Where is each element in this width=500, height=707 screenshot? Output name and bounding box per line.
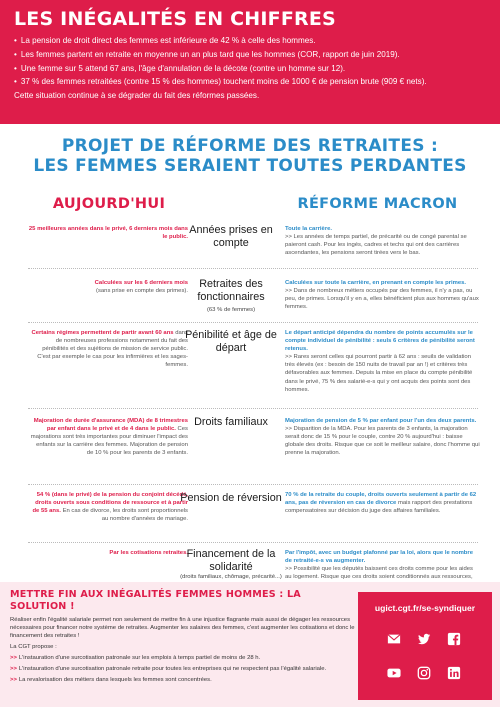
reform-cell [285,225,480,257]
reform-cell [285,279,480,311]
column-header-today: AUJOURD'HUI [52,196,166,212]
today-highlight: Majoration de durée d'assurance (MDA) de 8 trimestres par enfant dans le privé et de 4 dans le public. [33,418,188,433]
topic-cell [176,224,286,252]
today-cell [28,329,188,369]
topic-label: Financement de la solidarité [186,548,276,573]
today-cell [28,549,188,557]
row-divider [28,484,478,485]
instagram-icon[interactable] [416,666,432,680]
social-links [386,632,464,696]
topic-label: Pension de réversion [180,492,282,504]
topic-label: Pénibilité et âge de départ [185,329,277,354]
stats-footer: Cette situation continue à se dégrader du fait des réformes passées. [14,91,260,101]
reform-highlight: Calculées sur toute la carrière, en prenant en compte les primes. [285,280,467,286]
today-highlight: Par les cotisations retraites. [109,550,188,556]
arrow-icon: >> [10,654,17,661]
today-cell [28,491,188,523]
topic-cell [176,548,286,581]
solution-title: METTRE FIN AUX INÉGALITÉS FEMMES HOMMES : LA SOLUTION ! [10,589,301,612]
arrow-icon: >> [10,676,17,683]
topic-label: Retraites des fonctionnaires [197,278,265,303]
page-title-line-2: LES FEMMES SERAIENT TOUTES PERDANTES [33,156,467,176]
solution-intro: Réaliser enfin l'égalité salariale permet non seulement de mettre fin à une injustice flagrante mais aussi de dégager les ressources nécessaires pour financer notre système de retraites. Augmenter les salaires des femmes, c'est augmenter les cotisations et donc le financement des retraites ! [10,617,355,640]
reform-text: mais rapport des prestations compensatoires sur décision du juge des affaires familiales. [285,500,473,515]
mail-icon[interactable] [386,632,402,646]
solution-item-text: L'instauration d'une surcotisation patronale retraite pour toutes les entreprises qui ne respectent pas l'égalité salariale. [18,665,327,672]
page-title [0,136,500,176]
row-divider [28,268,478,269]
twitter-icon[interactable] [416,632,432,646]
reform-text: >> Disparition de la MDA. Pour les parents de 3 enfants, la majoration serait donc de 15 % pour le couple, contre 20 % aujourd'hui : baisse globale des droits. Risque que ce soit le meilleur salaire, donc l'homme qui prenne la majoration. [285,426,480,457]
solution-text [10,589,360,686]
row-divider [28,408,478,409]
reform-cell [285,417,480,457]
reform-cell [285,491,480,515]
youtube-icon[interactable] [386,666,402,680]
topic-label: Années prises en compte [189,224,273,249]
topic-sublabel: (droits familiaux, chômage, précarité...) [180,574,282,580]
solution-item [10,653,360,664]
join-link[interactable]: ugict.cgt.fr/se-syndiquer [374,603,476,613]
reform-cell [285,329,480,394]
reform-text: >> Rares seront celles qui pourront partir à 62 ans : seuils de validation très élevés (ex : besoin de 150 nuits de travail par an !) et critères très défavorables aux femmes. Depuis la mise en place du compte pénibilité dans le privé, 75 % des salarié-e-s qui y ont acquis des points sont des hommes. [285,354,473,393]
solution-item-text: La revalorisation des métiers dans lesquels les femmes sont concentrées. [18,676,212,683]
today-text: En cas de divorce, les droits sont proportionnels au nombre d'années de mariage. [62,508,188,523]
topic-label: Droits familiaux [194,416,268,428]
today-cell [28,417,188,457]
today-cell [28,225,188,241]
reform-text: >> Les années de temps partiel, de précarité ou de congé parental se paieront cash. Pour les ingés, cadres et techs qui ont des carrières ascendantes, les pensions seront tirées vers le bas. [285,234,467,257]
stats-item: • Les femmes partent en retraite en moyenne un an plus tard que les hommes (COR, rapport de juin 2019). [14,48,486,62]
today-highlight: 25 meilleures années dans le privé, 6 derniers mois dans le public. [28,226,188,241]
solution-item [10,675,360,686]
reform-highlight: Majoration de pension de 5 % par enfant pour l'un des deux parents. [285,418,477,424]
topic-cell [176,329,286,357]
topic-sublabel: (63 % de femmes) [206,307,256,313]
today-text: dans de nombreuses professions notamment du fait des pénibilités et des sujétions de mission de service public. C'est par exemple le cas pour les infirmières et les sages-femmes. [37,330,188,369]
solution-propose: La CGT propose : [10,643,57,650]
reform-highlight: Le départ anticipé dépendra du nombre de points accumulés sur le compte individuel de pénibilité : seuls 6 critères de pénibilité seront retenus. [285,330,475,353]
stats-item: • Une femme sur 5 attend 67 ans, l'âge d'annulation de la décote (contre un homme sur 12). [14,62,486,76]
column-header-reform: RÉFORME MACRON [297,196,458,212]
linkedin-icon[interactable] [446,666,462,680]
today-text: (sans prise en compte des primes). [96,288,188,295]
reform-text: >> Dans de nombreux métiers occupés par des femmes, il n'y a pas, ou peu, de primes. Lorsqu'il y en a, elles bénéficient plus aux hommes qu'aux femmes. [285,288,479,311]
topic-cell [176,278,286,314]
stats-list [14,34,486,89]
page-title-line-1: PROJET DE RÉFORME DES RETRAITES : [61,136,439,156]
solution-section [0,582,500,707]
reform-highlight: Toute la carrière. [285,226,333,232]
row-divider [28,542,478,543]
solution-item [10,664,360,675]
today-text: Ces majorations sont très importantes pour diminuer l'impact des enfants sur la carrière des femmes. Majoration de pension de 10 % pour les parents de 3 enfants. [30,426,188,457]
arrow-icon: >> [10,665,17,672]
today-highlight: Calculées sur les 6 derniers mois [94,280,188,286]
today-highlight: Certains régimes permettent de partir avant 60 ans [31,330,174,336]
today-highlight: 54 % (dans le privé) de la pension du conjoint décédé, droits ouverts sous conditions de ressource et à partir de 55 ans. [32,492,188,515]
row-divider [28,322,478,323]
reform-highlight: 70 % de la retraite du couple, droits ouverts seulement à partir de 62 ans, pas de réversion en cas de divorce [285,492,477,507]
solution-list [10,653,360,686]
stats-banner [0,0,500,124]
today-cell [28,279,188,295]
reform-highlight: Par l'impôt, avec un budget plafonné par la loi, alors que le nombre de retraité-e-s va augmenter. [285,550,473,565]
stats-title: LES INÉGALITÉS EN CHIFFRES [14,8,336,30]
stats-item: • La pension de droit direct des femmes est inférieure de 42 % à celle des hommes. [14,34,486,48]
reform-text: >> Possibilité que les députés baissent ces droits comme pour les aides au logement. Risque que ces droits soient conditionnés aux ressources, [285,566,473,581]
topic-cell [176,492,286,508]
solution-item-text: L'instauration d'une surcotisation patronale sur les emplois à temps partiel de moins de 28 h. [18,654,261,661]
topic-cell [176,416,286,432]
facebook-icon[interactable] [446,632,462,646]
stats-item: • 37 % des femmes retraitées (contre 15 % des hommes) touchent moins de 1000 € de pension brute (909 € nets). [14,75,486,89]
join-box [358,592,492,700]
